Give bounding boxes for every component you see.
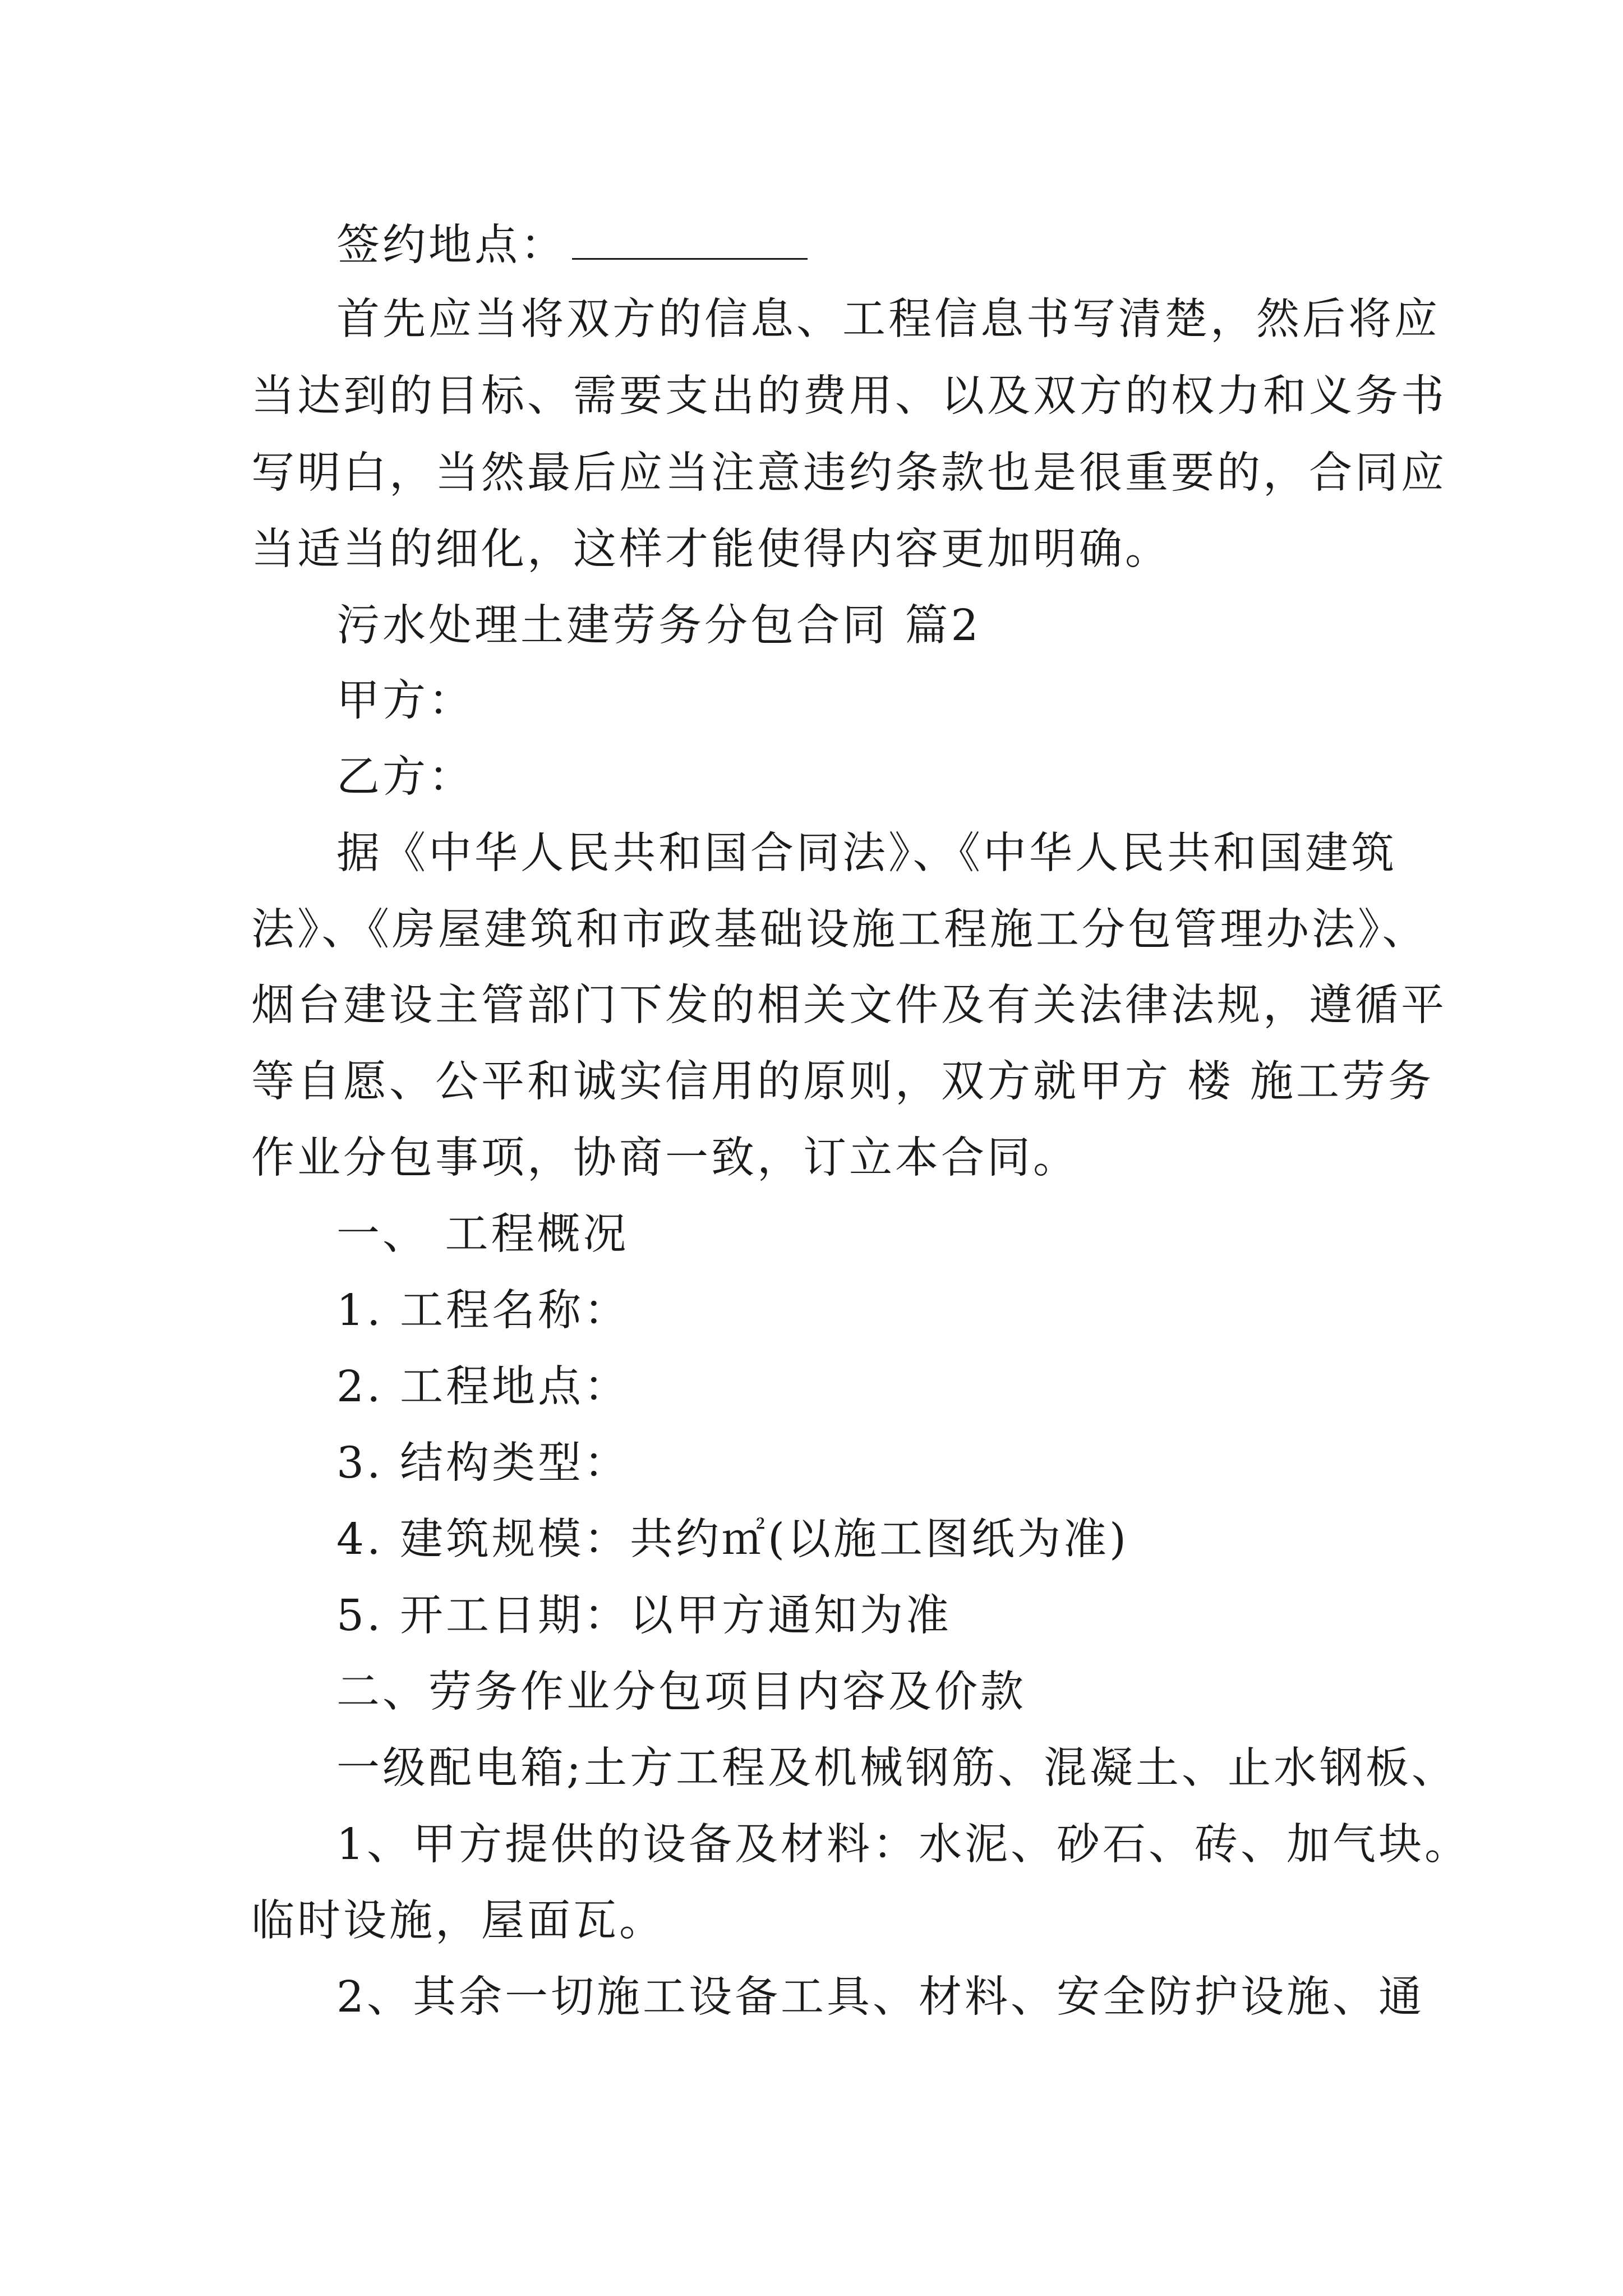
list-item: 1. 工程名称： [336, 1286, 630, 1336]
paragraph-line: 烟台建设主管部门下发的相关文件及有关法律法规，遵循平 [251, 981, 1447, 1030]
party-b-line: 乙方： [336, 752, 474, 802]
paragraph-line: 作业分包事项，协商一致，订立本合同。 [251, 1133, 1079, 1183]
heading-project-overview: 一、 工程概况 [336, 1209, 629, 1259]
paragraph-line: 等自愿、公平和诚实信用的原则，双方就甲方 楼 施工劳务 [251, 1057, 1434, 1107]
section-title: 污水处理土建劳务分包合同 篇2 [336, 601, 981, 651]
list-item: 5. 开工日期：以甲方通知为准 [336, 1591, 952, 1641]
paragraph-line: 写明白，当然最后应当注意违约条款也是很重要的，合同应 [251, 448, 1447, 498]
paragraph-line: 法》、《房屋建筑和市政基础设施工程施工分包管理办法》、 [251, 905, 1428, 955]
list-item: 2. 工程地点： [336, 1362, 630, 1412]
paragraph-line: 2、其余一切施工设备工具、材料、安全防护设施、通 [336, 1972, 1424, 2022]
list-item: 4. 建筑规模：共约㎡(以施工图纸为准) [336, 1515, 1129, 1565]
paragraph-line: 1、甲方提供的设备及材料：水泥、砂石、砖、加气块。 [336, 1820, 1470, 1870]
paragraph-line: 首先应当将双方的信息、工程信息书写清楚，然后将应 [336, 295, 1440, 344]
paragraph-line: 据《中华人民共和国合同法》、《中华人民共和国建筑 [336, 829, 1397, 878]
party-a-line: 甲方： [336, 676, 474, 726]
signing-place-blank[interactable] [572, 224, 808, 260]
heading-labor-items: 二、劳务作业分包项目内容及价款 [336, 1667, 1026, 1717]
paragraph-line: 当达到的目标、需要支出的费用、以及双方的权力和义务书 [251, 371, 1447, 421]
paragraph-line: 一级配电箱;土方工程及机械钢筋、混凝土、止水钢板、 [336, 1743, 1458, 1793]
list-item: 3. 结构类型： [336, 1438, 630, 1488]
signing-place-line [336, 218, 808, 274]
signing-place-label: 签约地点： [336, 220, 566, 270]
paragraph-line: 当适当的细化，这样才能使得内容更加明确。 [251, 524, 1171, 574]
paragraph-line: 临时设施，屋面瓦。 [251, 1896, 665, 1946]
